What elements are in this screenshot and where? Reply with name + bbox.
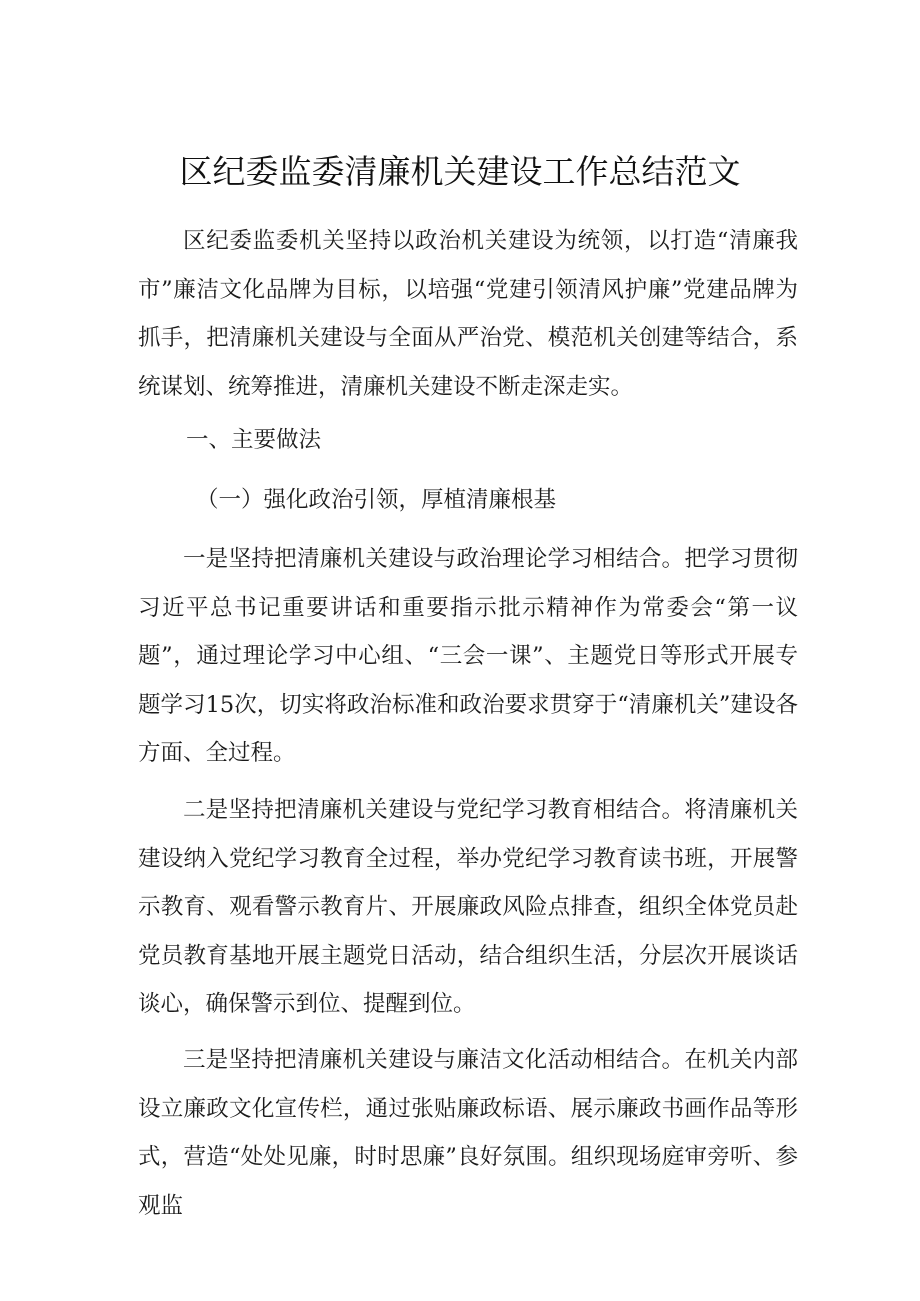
paragraph-block-3 — [138, 1036, 798, 1230]
document-title: 区纪委监委清廉机关建设工作总结范文 — [179, 152, 741, 191]
subsection-heading: （一）强化政治引领，厚植清廉根基 — [196, 487, 557, 513]
body-paragraph: 一是坚持把清廉机关建设与政治理论学习相结合。把学习贯彻习近平总书记重要讲话和重要指示批示精神作为常委会“第一议题”，通过理论学习中心组、“三会一课”、主题党日等形式开展专题学习15次，切实将政治标准和政治要求贯穿于“清廉机关”建设各方面、全过程。 — [138, 546, 798, 766]
body-paragraph: 二是坚持把清廉机关建设与党纪学习教育相结合。将清廉机关建设纳入党纪学习教育全过程，举办党纪学习教育读书班，开展警示教育、观看警示教育片、开展廉政风险点排查，组织全体党员赴党员教育基地开展主题党日活动，结合组织生活，分层次开展谈话谈心，确保警示到位、提醒到位。 — [138, 797, 798, 1017]
section-heading: 一、主要做法 — [186, 427, 322, 453]
intro-block — [138, 217, 798, 411]
paragraph-block-1 — [138, 535, 798, 778]
intro-paragraph: 区纪委监委机关坚持以政治机关建设为统领，以打造“清廉我市”廉洁文化品牌为目标，以培强“党建引领清风护廉”党建品牌为抓手，把清廉机关建设与全面从严治党、模范机关创建等结合，系统谋划、统筹推进，清廉机关建设不断走深走实。 — [138, 228, 798, 400]
body-paragraph: 三是坚持把清廉机关建设与廉洁文化活动相结合。在机关内部设立廉政文化宣传栏，通过张贴廉政标语、展示廉政书画作品等形式，营造“处处见廉，时时思廉”良好氛围。组织现场庭审旁听、参观监 — [138, 1047, 798, 1219]
paragraph-block-2 — [138, 786, 798, 1029]
